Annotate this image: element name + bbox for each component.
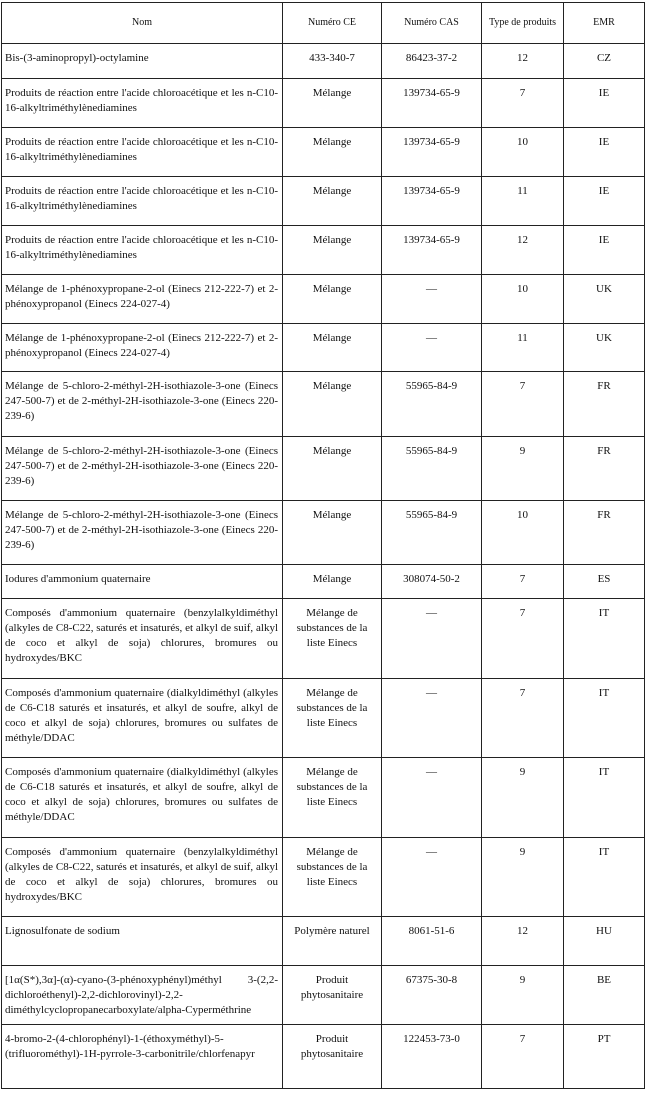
cell-numero-cas: — (382, 758, 482, 838)
cell-numero-cas: 55965-84-9 (382, 437, 482, 501)
cell-emr: IE (564, 128, 645, 177)
table-row (2, 79, 645, 128)
header-numero-ce: Numéro CE (283, 3, 382, 44)
cell-nom: 4-bromo-2-(4-chlorophényl)-1-(éthoxyméthyl)-5-(trifluorométhyl)-1H-pyrrole-3-carbonitrile/chlorfenapyr (2, 1025, 283, 1089)
cell-type-produits: 7 (482, 679, 564, 758)
cell-type-produits: 9 (482, 437, 564, 501)
cell-nom: Produits de réaction entre l'acide chloroacétique et les n-C10-16-alkyltriméthylènediamines (2, 226, 283, 275)
cell-nom: Iodures d'ammonium quaternaire (2, 565, 283, 599)
cell-emr: FR (564, 437, 645, 501)
table-row (2, 177, 645, 226)
cell-numero-cas: 139734-65-9 (382, 226, 482, 275)
cell-numero-ce: Mélange (283, 275, 382, 324)
cell-nom: Mélange de 5-chloro-2-méthyl-2H-isothiazole-3-one (Einecs 247-500-7) et de 2-méthyl-2H-isothiazole-3-one (Einecs 220-239-6) (2, 501, 283, 565)
cell-emr: HU (564, 917, 645, 966)
cell-nom: [1α(S*),3α]-(α)-cyano-(3-phénoxyphényl)méthyl 3-(2,2-dichloroéthenyl)-2,2-dichlorovinyl)-2,2-diméthylcyclopropanecarboxylate/alpha-Cyperméthrine (2, 966, 283, 1025)
cell-emr: IT (564, 838, 645, 917)
cell-numero-ce: Mélange (283, 372, 382, 437)
table-row (2, 565, 645, 599)
table-row (2, 838, 645, 917)
cell-type-produits: 12 (482, 226, 564, 275)
header-type-produits: Type de produits (482, 3, 564, 44)
cell-numero-cas: 139734-65-9 (382, 79, 482, 128)
cell-emr: PT (564, 1025, 645, 1089)
cell-numero-cas: — (382, 838, 482, 917)
cell-numero-ce: Mélange de substances de la liste Einecs (283, 758, 382, 838)
cell-emr: IT (564, 758, 645, 838)
header-emr: EMR (564, 3, 645, 44)
cell-nom: Produits de réaction entre l'acide chloroacétique et les n-C10-16-alkyltriméthylènediamines (2, 128, 283, 177)
cell-numero-cas: 86423-37-2 (382, 44, 482, 79)
cell-nom: Mélange de 1-phénoxypropane-2-ol (Einecs 212-222-7) et 2-phénoxypropanol (Einecs 224-027-4) (2, 275, 283, 324)
table-row (2, 758, 645, 838)
cell-numero-ce: Produit phytosanitaire (283, 966, 382, 1025)
cell-numero-ce: Polymère naturel (283, 917, 382, 966)
cell-numero-ce: Mélange de substances de la liste Einecs (283, 599, 382, 679)
cell-nom: Bis-(3-aminopropyl)-octylamine (2, 44, 283, 79)
table-row (2, 501, 645, 565)
cell-type-produits: 10 (482, 501, 564, 565)
cell-numero-ce: Produit phytosanitaire (283, 1025, 382, 1089)
cell-nom: Mélange de 1-phénoxypropane-2-ol (Einecs 212-222-7) et 2-phénoxypropanol (Einecs 224-027-4) (2, 324, 283, 372)
cell-type-produits: 9 (482, 758, 564, 838)
cell-numero-cas: 67375-30-8 (382, 966, 482, 1025)
cell-type-produits: 12 (482, 44, 564, 79)
table-row (2, 679, 645, 758)
substances-table (1, 2, 645, 1089)
cell-emr: UK (564, 275, 645, 324)
cell-type-produits: 10 (482, 128, 564, 177)
cell-type-produits: 10 (482, 275, 564, 324)
cell-type-produits: 7 (482, 565, 564, 599)
header-nom: Nom (2, 3, 283, 44)
cell-type-produits: 7 (482, 599, 564, 679)
cell-numero-ce: Mélange de substances de la liste Einecs (283, 679, 382, 758)
cell-nom: Produits de réaction entre l'acide chloroacétique et les n-C10-16-alkyltriméthylènediamines (2, 79, 283, 128)
cell-emr: IT (564, 679, 645, 758)
cell-nom: Mélange de 5-chloro-2-méthyl-2H-isothiazole-3-one (Einecs 247-500-7) et de 2-méthyl-2H-isothiazole-3-one (Einecs 220-239-6) (2, 372, 283, 437)
cell-numero-ce: Mélange (283, 501, 382, 565)
cell-numero-ce: Mélange (283, 128, 382, 177)
cell-emr: IE (564, 177, 645, 226)
cell-emr: ES (564, 565, 645, 599)
cell-emr: BE (564, 966, 645, 1025)
table-row (2, 372, 645, 437)
table-row (2, 1025, 645, 1089)
table-row (2, 917, 645, 966)
table-row (2, 599, 645, 679)
cell-emr: FR (564, 372, 645, 437)
cell-type-produits: 9 (482, 838, 564, 917)
cell-type-produits: 9 (482, 966, 564, 1025)
cell-nom: Composés d'ammonium quaternaire (benzylalkyldiméthyl (alkyles de C8-C22, saturés et insaturés, et alkyl de suif, alkyl de coco et alkyl de soja) chlorures, bromures ou hydroxydes/BKC (2, 599, 283, 679)
cell-numero-cas: — (382, 679, 482, 758)
cell-emr: FR (564, 501, 645, 565)
cell-emr: IT (564, 599, 645, 679)
table-row (2, 44, 645, 79)
cell-emr: IE (564, 226, 645, 275)
cell-type-produits: 7 (482, 372, 564, 437)
table-row (2, 226, 645, 275)
cell-emr: CZ (564, 44, 645, 79)
cell-numero-cas: 139734-65-9 (382, 128, 482, 177)
cell-numero-cas: 139734-65-9 (382, 177, 482, 226)
cell-nom: Composés d'ammonium quaternaire (dialkyldiméthyl (alkyles de C6-C18 saturés et insaturés, et alkyl de soufre, alkyl de coco et alkyl de soja) chlorures, bromures ou sulfates de méthyle/DDAC (2, 679, 283, 758)
cell-numero-cas: 55965-84-9 (382, 501, 482, 565)
cell-nom: Lignosulfonate de sodium (2, 917, 283, 966)
cell-numero-ce: Mélange (283, 324, 382, 372)
cell-emr: IE (564, 79, 645, 128)
cell-numero-cas: — (382, 324, 482, 372)
cell-numero-cas: — (382, 275, 482, 324)
cell-numero-ce: 433-340-7 (283, 44, 382, 79)
cell-numero-cas: 55965-84-9 (382, 372, 482, 437)
cell-numero-ce: Mélange (283, 79, 382, 128)
cell-emr: UK (564, 324, 645, 372)
cell-type-produits: 11 (482, 177, 564, 226)
cell-numero-cas: — (382, 599, 482, 679)
header-numero-cas: Numéro CAS (382, 3, 482, 44)
cell-numero-ce: Mélange (283, 177, 382, 226)
cell-numero-ce: Mélange (283, 226, 382, 275)
cell-nom: Composés d'ammonium quaternaire (benzylalkyldiméthyl (alkyles de C8-C22, saturés et insaturés, et alkyl de suif, alkyl de coco et alkyl de soja) chlorures, bromures ou hydroxydes/BKC (2, 838, 283, 917)
table-row (2, 128, 645, 177)
table-row (2, 275, 645, 324)
cell-type-produits: 7 (482, 79, 564, 128)
table-header-row (2, 3, 645, 44)
table-row (2, 324, 645, 372)
cell-numero-cas: 308074-50-2 (382, 565, 482, 599)
table-row (2, 437, 645, 501)
table-row (2, 966, 645, 1025)
cell-numero-cas: 122453-73-0 (382, 1025, 482, 1089)
cell-type-produits: 12 (482, 917, 564, 966)
cell-numero-ce: Mélange (283, 437, 382, 501)
cell-type-produits: 7 (482, 1025, 564, 1089)
cell-nom: Mélange de 5-chloro-2-méthyl-2H-isothiazole-3-one (Einecs 247-500-7) et de 2-méthyl-2H-isothiazole-3-one (Einecs 220-239-6) (2, 437, 283, 501)
cell-numero-ce: Mélange (283, 565, 382, 599)
cell-nom: Composés d'ammonium quaternaire (dialkyldiméthyl (alkyles de C6-C18 saturés et insaturés, et alkyl de soufre, alkyl de coco et alkyl de soja) chlorures, bromures ou sulfates de méthyle/DDAC (2, 758, 283, 838)
cell-numero-ce: Mélange de substances de la liste Einecs (283, 838, 382, 917)
cell-numero-cas: 8061-51-6 (382, 917, 482, 966)
cell-type-produits: 11 (482, 324, 564, 372)
cell-nom: Produits de réaction entre l'acide chloroacétique et les n-C10-16-alkyltriméthylènediamines (2, 177, 283, 226)
